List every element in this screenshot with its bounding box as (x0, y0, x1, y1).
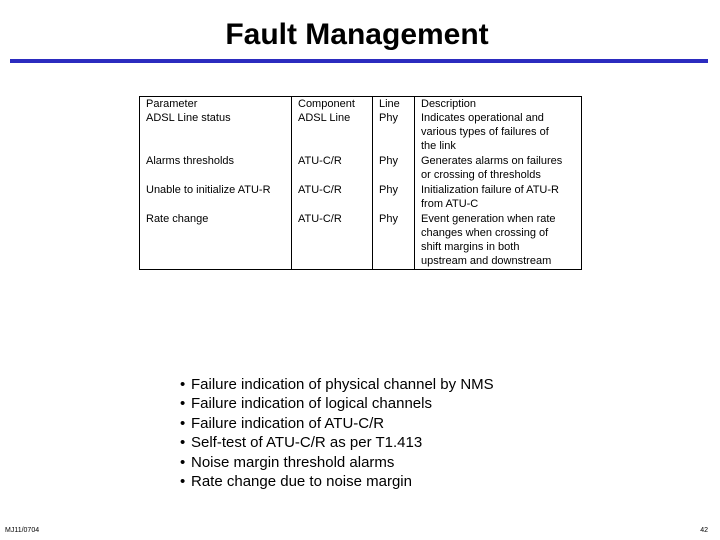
bullet-marker: • (180, 376, 186, 393)
bullet-marker: • (180, 434, 186, 452)
cell-description (415, 183, 582, 212)
description-line: from ATU-C (421, 197, 479, 210)
description-line: the link (421, 140, 456, 153)
cell-line: Phy (373, 154, 415, 183)
fault-parameters-table (139, 96, 582, 270)
bullet-marker: • (180, 453, 186, 471)
cell-description (415, 111, 582, 154)
bullet-marker: • (180, 414, 186, 432)
cell-line: Phy (373, 183, 415, 212)
cell-component: ATU-C/R (292, 212, 373, 270)
cell-parameter: ADSL Line status (140, 111, 292, 154)
table-row (140, 183, 582, 212)
list-item-text: Noise margin threshold alarms (191, 453, 395, 471)
list-item (180, 472, 660, 491)
table-header-row (140, 97, 582, 112)
cell-parameter: Rate change (140, 212, 292, 270)
list-item-text: Failure indication of physical channel by NMS (191, 376, 494, 393)
list-item (180, 375, 660, 394)
bullet-list (180, 375, 660, 491)
list-item (180, 394, 660, 413)
column-header-line: Line (373, 97, 415, 112)
list-item-text: Rate change due to noise margin (191, 473, 412, 491)
list-item (180, 433, 660, 452)
column-header-description: Description (415, 97, 582, 112)
column-header-parameter: Parameter (140, 97, 292, 112)
list-item-text: Self-test of ATU-C/R as per T1.413 (191, 434, 423, 452)
description-line: shift margins in both (421, 240, 520, 253)
cell-component: ADSL Line (292, 111, 373, 154)
description-line: upstream and downstream (421, 254, 552, 267)
column-header-component: Component (292, 97, 373, 112)
slide-title: Fault Management (225, 18, 489, 51)
cell-line: Phy (373, 212, 415, 270)
bullet-marker: • (180, 473, 186, 491)
page-number: 42 (700, 527, 708, 534)
cell-component: ATU-C/R (292, 183, 373, 212)
list-item-text: Failure indication of ATU-C/R (191, 414, 385, 432)
cell-component: ATU-C/R (292, 154, 373, 183)
footer-author-date: MJ11/0704 (5, 527, 40, 534)
cell-description (415, 212, 582, 270)
cell-parameter: Alarms thresholds (140, 154, 292, 183)
description-line: Initialization failure of ATU-R (421, 183, 559, 196)
cell-line: Phy (373, 111, 415, 154)
list-item-text: Failure indication of logical channels (191, 395, 432, 413)
table-row (140, 154, 582, 183)
description-line: or crossing of thresholds (421, 169, 541, 182)
bullet-marker: • (180, 395, 186, 413)
cell-description (415, 154, 582, 183)
description-line: Event generation when rate (421, 212, 556, 225)
table-row (140, 212, 582, 270)
title-underline (10, 59, 708, 63)
description-line: changes when crossing of (421, 226, 549, 239)
description-line: various types of failures of (421, 126, 549, 139)
table-row (140, 111, 582, 154)
list-item (180, 414, 660, 433)
cell-parameter: Unable to initialize ATU-R (140, 183, 292, 212)
description-line: Generates alarms on failures (421, 155, 563, 168)
description-line: Indicates operational and (421, 112, 544, 125)
list-item (180, 453, 660, 472)
